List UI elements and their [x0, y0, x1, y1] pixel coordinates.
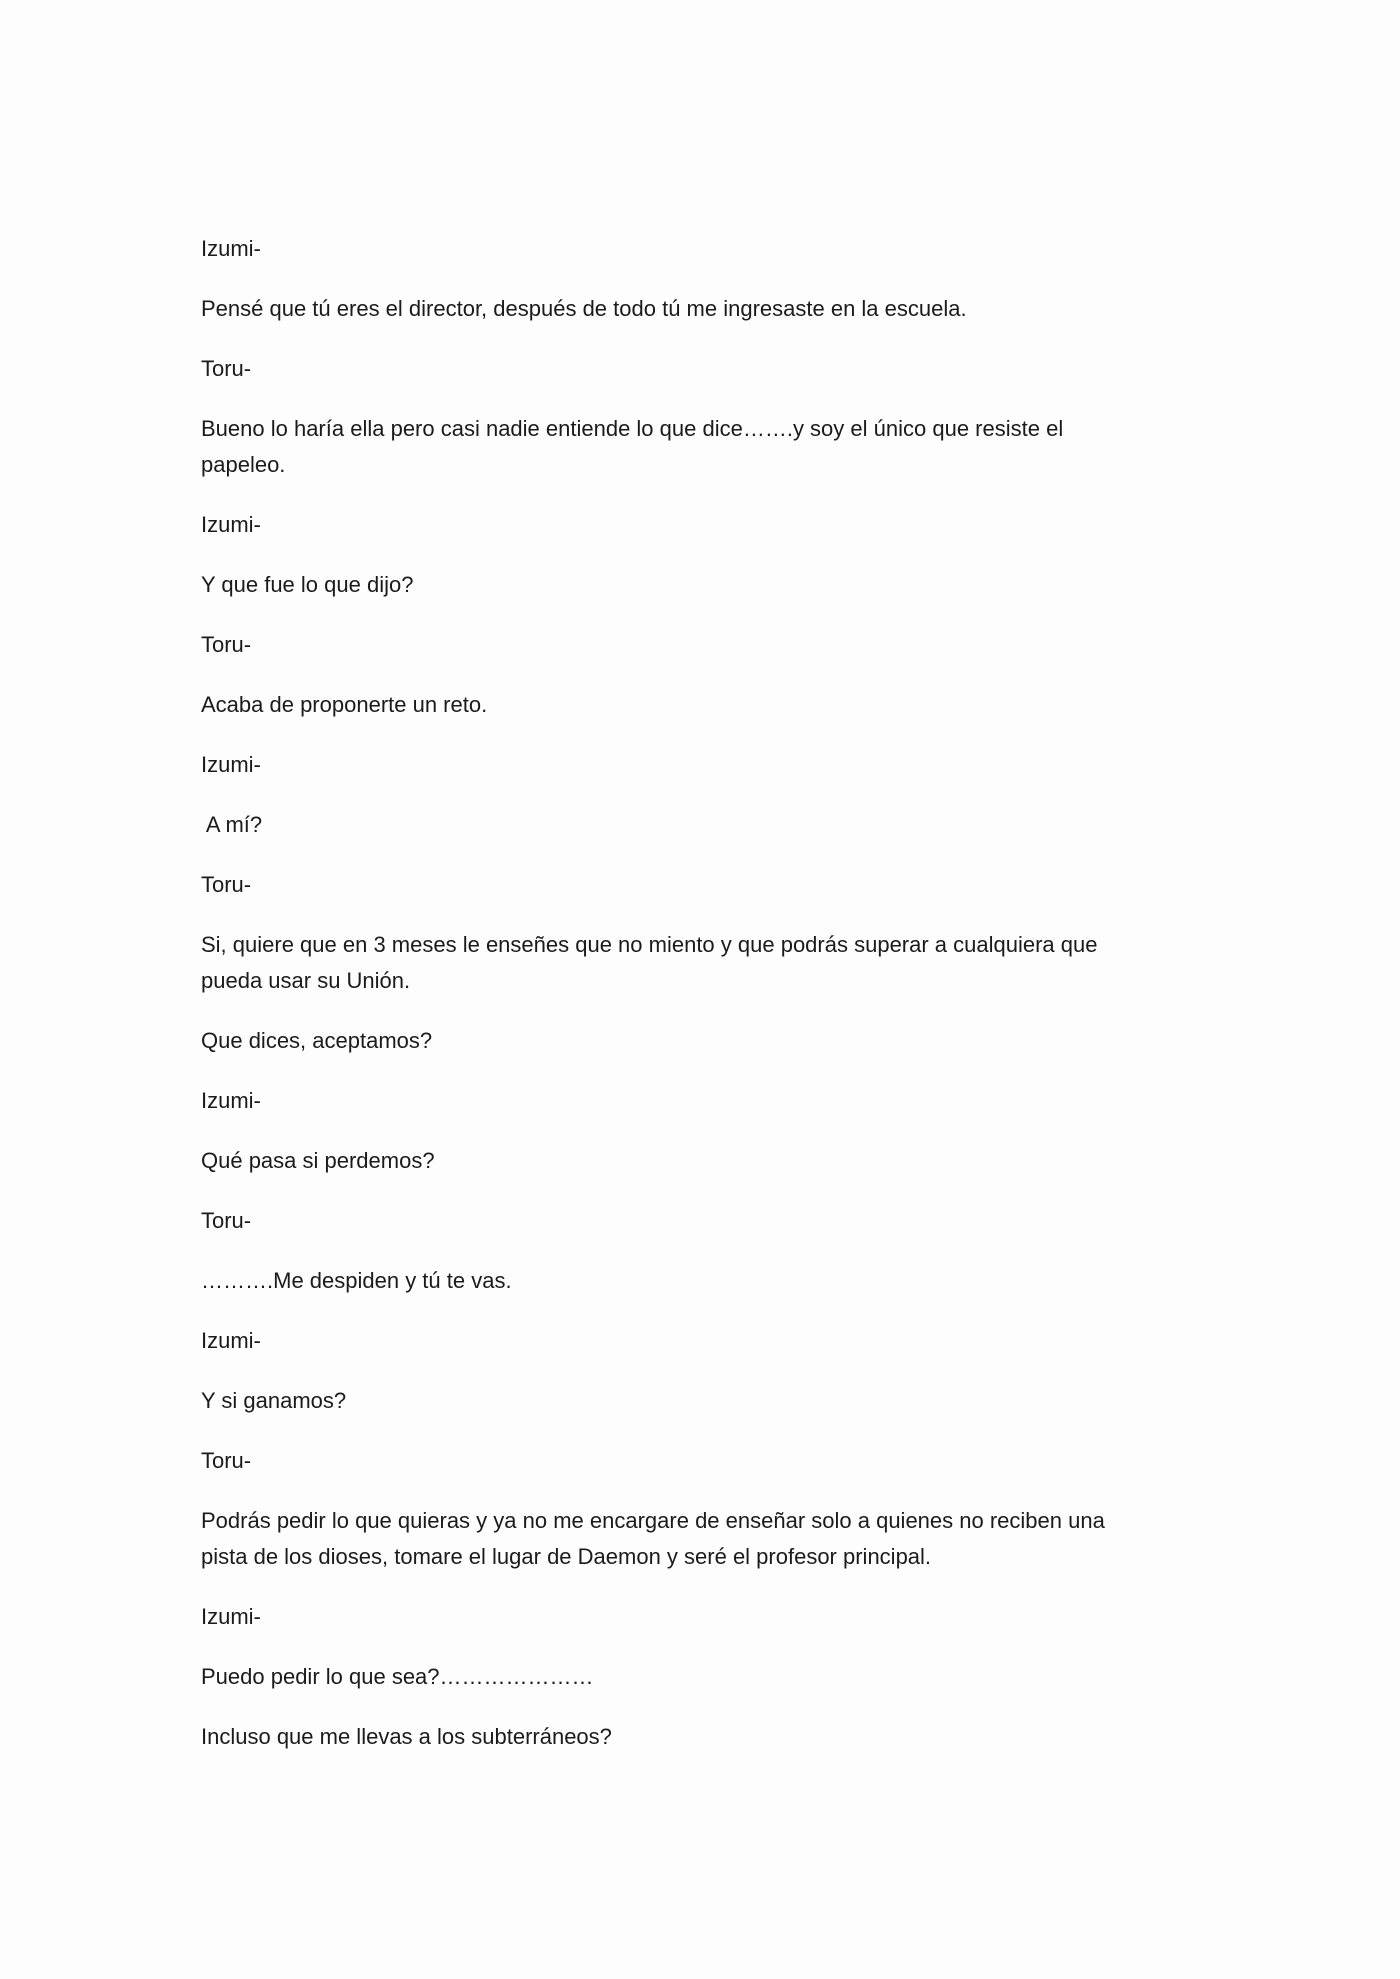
text-line: Izumi-	[201, 236, 261, 261]
dialogue-paragraph	[201, 1143, 1200, 1179]
text-line: pista de los dioses, tomare el lugar de Daemon y seré el profesor principal.	[201, 1544, 932, 1569]
dialogue-paragraph	[201, 1719, 1200, 1755]
speaker-label-toru	[201, 351, 1200, 387]
dialogue-paragraph	[201, 1659, 1200, 1695]
text-line: Si, quiere que en 3 meses le enseñes que no miento y que podrás superar a cualquiera que	[201, 932, 1098, 957]
text-line: ……….Me despiden y tú te vas.	[201, 1268, 512, 1293]
speaker-label-izumi	[201, 747, 1200, 783]
text-line: Pensé que tú eres el director, después de todo tú me ingresaste en la escuela.	[201, 296, 967, 321]
speaker-label-toru	[201, 627, 1200, 663]
speaker-label-toru	[201, 1203, 1200, 1239]
text-line: Izumi-	[201, 752, 261, 777]
dialogue-paragraph	[201, 687, 1200, 723]
speaker-label-izumi	[201, 1599, 1200, 1635]
text-line: Izumi-	[201, 1328, 261, 1353]
dialogue-paragraph	[201, 411, 1200, 483]
dialogue-paragraph	[201, 1023, 1200, 1059]
text-line: Bueno lo haría ella pero casi nadie entiende lo que dice…….y soy el único que resiste el	[201, 416, 1064, 441]
text-line: Incluso que me llevas a los subterráneos?	[201, 1724, 612, 1749]
text-line: Toru-	[201, 1208, 252, 1233]
text-line: Izumi-	[201, 1604, 261, 1629]
speaker-label-toru	[201, 867, 1200, 903]
speaker-label-izumi	[201, 507, 1200, 543]
text-line: Toru-	[201, 872, 252, 897]
text-line: Puedo pedir lo que sea?…………………	[201, 1664, 594, 1689]
dialogue-paragraph	[201, 927, 1200, 999]
speaker-label-izumi	[201, 1323, 1200, 1359]
speaker-label-izumi	[201, 1083, 1200, 1119]
text-line: Toru-	[201, 632, 252, 657]
text-line: Izumi-	[201, 512, 261, 537]
dialogue-paragraph	[201, 1503, 1200, 1575]
text-line: Que dices, aceptamos?	[201, 1028, 433, 1053]
text-line: Podrás pedir lo que quieras y ya no me encargare de enseñar solo a quienes no reciben una	[201, 1508, 1105, 1533]
text-line: Toru-	[201, 356, 252, 381]
text-line: Izumi-	[201, 1088, 261, 1113]
dialogue-paragraph	[201, 807, 1200, 843]
text-line: Toru-	[201, 1448, 252, 1473]
dialogue-paragraph	[201, 1263, 1200, 1299]
text-line: Qué pasa si perdemos?	[201, 1148, 435, 1173]
text-line: Y que fue lo que dijo?	[201, 572, 414, 597]
speaker-label-toru	[201, 1443, 1200, 1479]
speaker-label-izumi	[201, 231, 1200, 267]
text-line: pueda usar su Unión.	[201, 968, 411, 993]
text-line: Y si ganamos?	[201, 1388, 347, 1413]
dialogue-paragraph	[201, 291, 1200, 327]
text-line: Acaba de proponerte un reto.	[201, 692, 488, 717]
dialogue-paragraph	[201, 567, 1200, 603]
text-line: A mí?	[201, 812, 263, 837]
dialogue-paragraph	[201, 1383, 1200, 1419]
text-line: papeleo.	[201, 452, 286, 477]
